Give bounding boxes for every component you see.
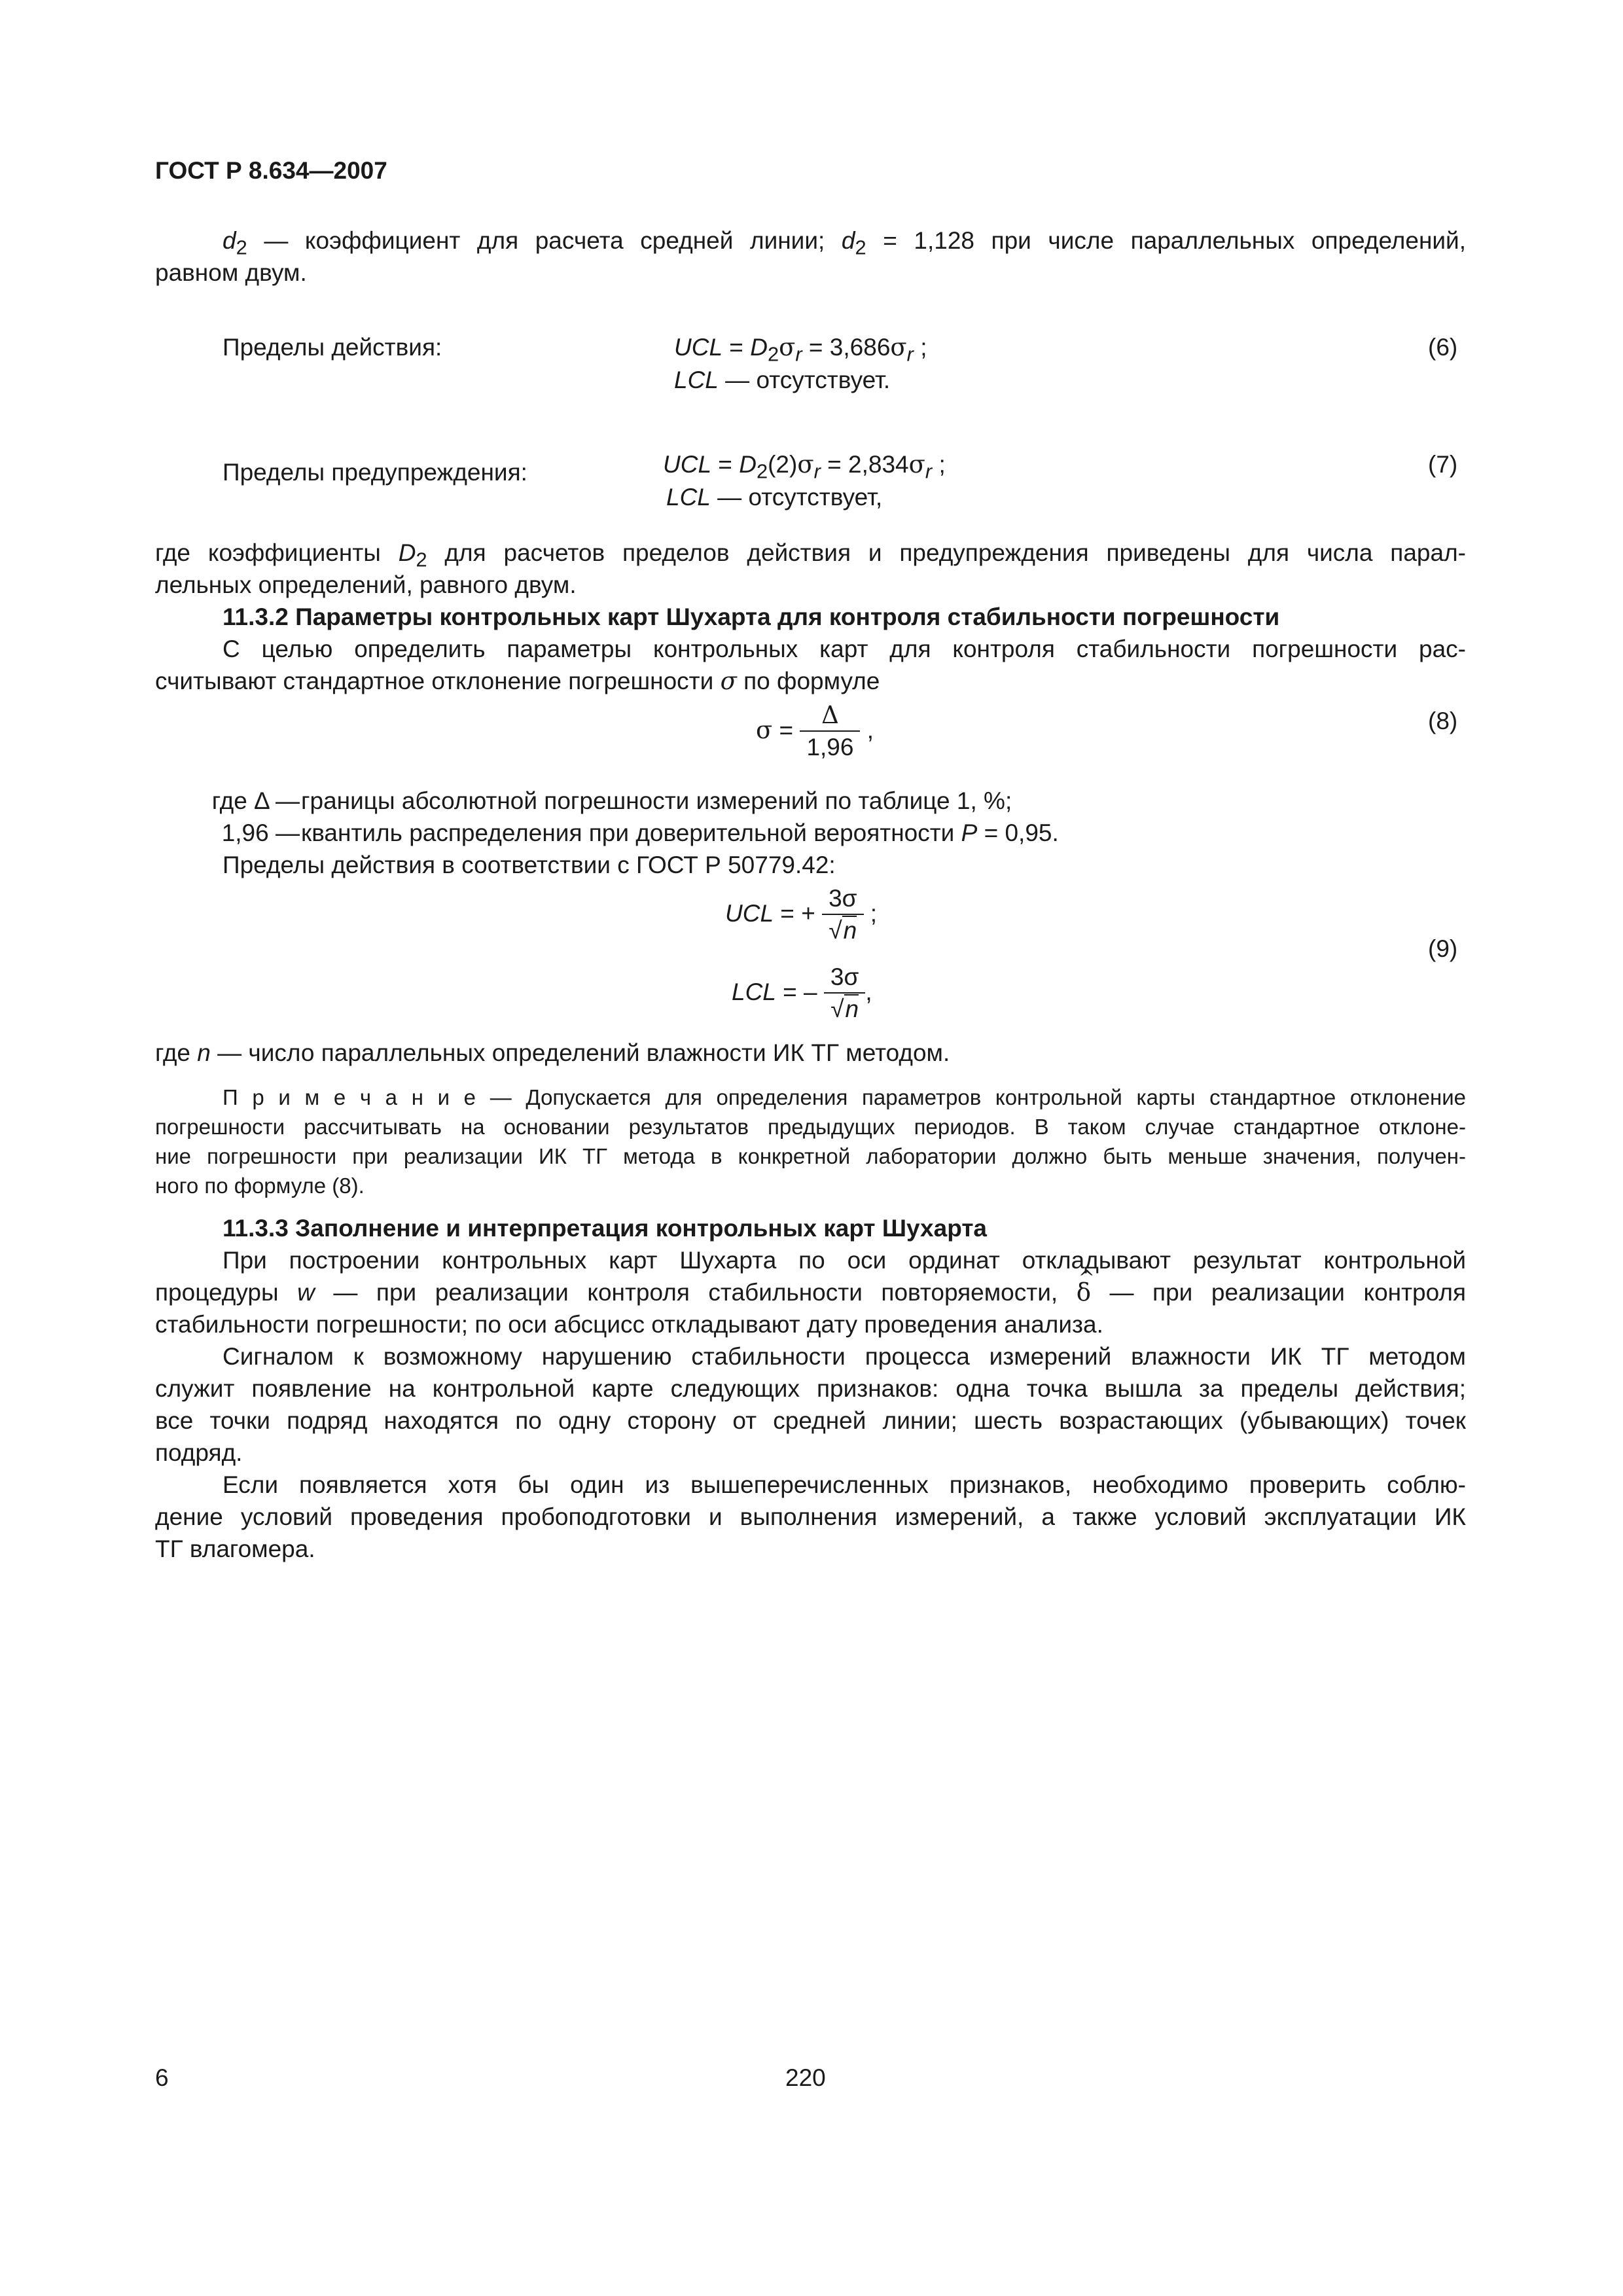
delta-hat-symbol: ^ δ <box>1077 1276 1091 1308</box>
eq6-number: (6) <box>1428 334 1458 361</box>
coefficients-line1: где коэффициенты $D_2$ для расчетов пределов действия и предупреждения приведены для числа парал- <box>155 539 1466 571</box>
eq8-numerator: Δ <box>800 700 860 732</box>
d2-definition-line1: $d_2$ — коэффициент для расчета средней линии; $d_2 = 1,128$ при числе параллельных определений, <box>223 227 1467 259</box>
section-11-3-2-line1: С целью определить параметры контрольных карт для контроля стабильности погрешности рас- <box>223 636 1466 662</box>
eq9-number: (9) <box>1428 935 1458 962</box>
eq9-ucl: UCL = + $\frac{3\sigma}{√n}$ ; <box>725 884 877 946</box>
section-11-3-2-line2: считывают стандартное отклонение погрешности σ по формуле <box>155 667 880 695</box>
note-line3: ние погрешности при реализации ИК ТГ метода в конкретной лаборатории должно быть меньше значения, получен- <box>155 1144 1466 1168</box>
eq7-label: Пределы предупреждения: <box>223 459 527 486</box>
section-11-3-3-p2-line1: Сигналом к возможному нарушению стабильности процесса измерений влажности ИК ТГ методом <box>223 1343 1466 1370</box>
coefficients-line2: лельных определений, равного двум. <box>155 571 577 598</box>
where8-term-quantile: 1,96 — <box>221 819 300 846</box>
section-11-3-3-p1-line1: При построении контрольных карт Шухарта по оси ординат откладывают результат контрольной <box>223 1247 1466 1274</box>
eq6-label: Пределы действия: <box>223 334 442 361</box>
eq9-lcl-numerator: 3σ <box>824 962 865 994</box>
footer-sheet-number: 220 <box>785 2064 826 2091</box>
eq7-number: (7) <box>1428 451 1458 478</box>
eq7-lcl: LCL — отсутствует, <box>666 484 883 511</box>
section-11-3-3-p2-line4: подряд. <box>155 1439 243 1466</box>
where8-def-quantile: квантиль распределения при доверительной вероятности P = 0,95. <box>301 819 1059 846</box>
eq8-formula: σ = $\frac{\Delta}{1,96}$ , <box>756 700 874 763</box>
section-11-3-3-heading: 11.3.3 Заполнение и интерпретация контрольных карт Шухарта <box>223 1215 988 1242</box>
eq6-lcl: LCL — отсутствует. <box>674 367 891 393</box>
section-11-3-3-p3-line1: Если появляется хотя бы один из вышеперечисленных признаков, необходимо проверить соблю- <box>223 1471 1466 1498</box>
limits-reference-line: Пределы действия в соответствии с ГОСТ Р 50779.42: <box>223 852 836 878</box>
footer-page-number: 6 <box>155 2064 169 2091</box>
section-11-3-3-p3-line2: дение условий проведения пробоподготовки и выполнения измерений, а также условий эксплуатации ИК <box>155 1503 1466 1530</box>
eq9-ucl-numerator: 3σ <box>822 884 863 915</box>
eq9-lcl-denominator: √n <box>830 996 859 1022</box>
note-line2: погрешности рассчитывать на основании результатов предыдущих периодов. В таком случае стандартное отклоне- <box>155 1115 1466 1139</box>
eq7-ucl: UCL = $D_2(2)\sigma_r = 2,834\sigma_r$ ; <box>663 450 946 483</box>
section-11-3-3-p1-line2: процедуры w — при реализации контроля стабильности повторяемости, ^ δ — при реализации контроля <box>155 1276 1466 1308</box>
d2-definition-line2: равном двум. <box>155 259 307 286</box>
eq9-lcl: LCL = – $\frac{3\sigma}{√n}$ , <box>732 962 872 1025</box>
note-line1: П р и м е ч а н и е — Допускается для определения параметров контрольной карты стандартное отклонение <box>223 1085 1466 1109</box>
section-11-3-3-p2-line3: все точки подряд находятся по одну сторону от средней линии; шесть возрастающих (убывающих) точек <box>155 1407 1466 1434</box>
note-line4: ного по формуле (8). <box>155 1174 365 1198</box>
eq8-number: (8) <box>1428 708 1458 734</box>
where8-def-delta: границы абсолютной погрешности измерений по таблице 1, %; <box>301 787 1012 814</box>
section-11-3-3-p3-line3: ТГ влагомера. <box>155 1535 315 1562</box>
eq9-ucl-denominator: √n <box>829 917 857 944</box>
section-11-3-3-p1-line3: стабильности погрешности; по оси абсцисс откладывают дату проведения анализа. <box>155 1311 1103 1338</box>
eq8-denominator: 1,96 <box>806 734 854 761</box>
eq8-fraction <box>800 700 860 763</box>
section-11-3-2-heading: 11.3.2 Параметры контрольных карт Шухарта для контроля стабильности погрешности <box>223 603 1280 630</box>
eq6-ucl: UCL = $D_2\sigma_r = 3,686\sigma_r$ ; <box>674 333 927 366</box>
document-header: ГОСТ Р 8.634—2007 <box>155 157 387 184</box>
where9-line: где n — число параллельных определений влажности ИК ТГ методом. <box>155 1039 950 1066</box>
where8-term-delta: где Δ — <box>211 787 300 814</box>
section-11-3-3-p2-line2: служит появление на контрольной карте следующих признаков: одна точка вышла за пределы действия; <box>155 1375 1466 1402</box>
